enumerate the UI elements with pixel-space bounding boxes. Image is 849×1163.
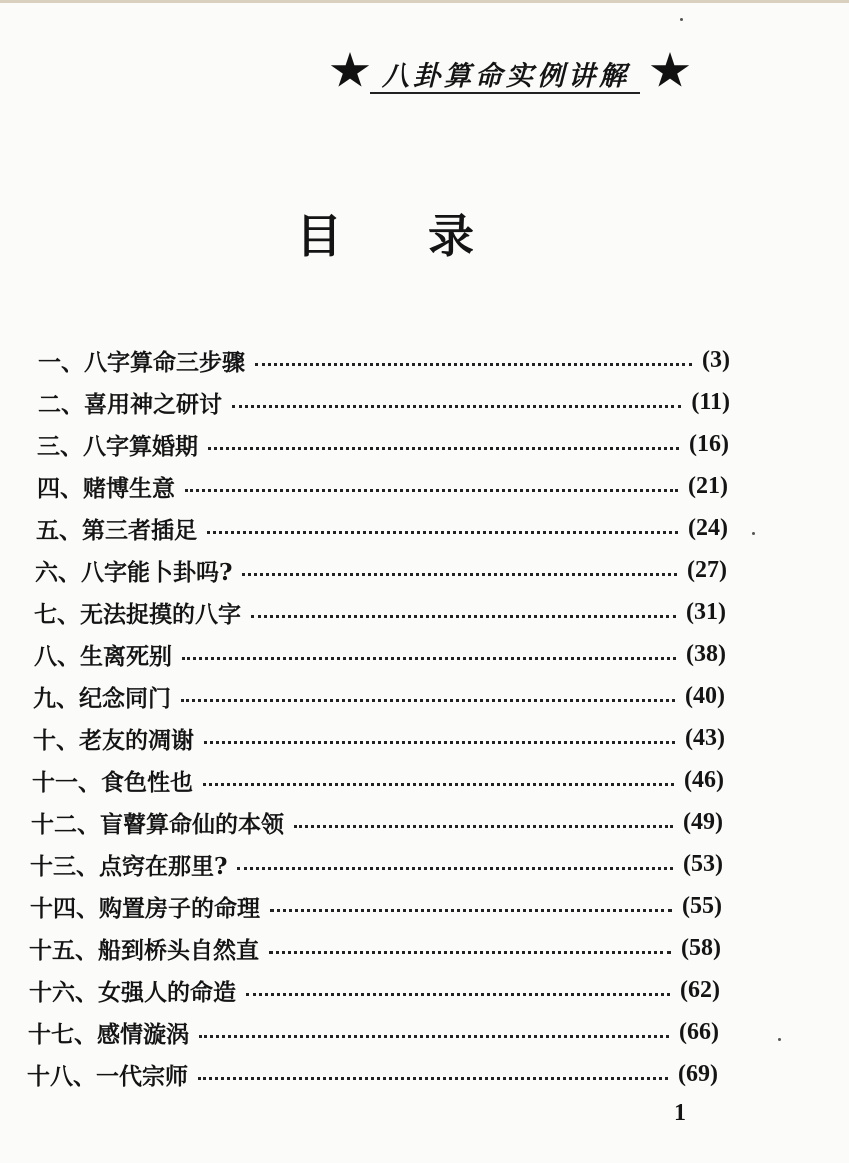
toc-entry-title: 二、喜用神之研讨 [38, 390, 222, 418]
toc-entry-title: 十七、感情漩涡 [28, 1020, 189, 1048]
toc-entry-page: (31) [686, 598, 726, 625]
toc-entry-page: (11) [691, 388, 730, 415]
toc-entry[interactable] [27, 1056, 718, 1092]
toc-heading-char: 录 [428, 209, 474, 263]
toc-entry[interactable] [38, 384, 730, 420]
dot-leader [207, 531, 678, 534]
header-underline [370, 92, 640, 94]
star-icon [330, 52, 370, 90]
toc-entry[interactable] [37, 468, 728, 504]
toc-entry-title: 十六、女强人的命造 [29, 978, 236, 1006]
toc-entry-page: (49) [683, 808, 723, 835]
toc-entry[interactable] [34, 594, 726, 630]
toc-entry-title: 九、纪念同门 [33, 684, 171, 712]
page-number: 1 [674, 1100, 686, 1126]
toc-entry-title: 四、赌博生意 [37, 474, 175, 502]
toc-entry[interactable] [30, 888, 722, 924]
toc-entry-title: 五、第三者插足 [36, 516, 197, 544]
toc-entry-page: (62) [680, 976, 720, 1003]
toc-entry-title: 三、八字算婚期 [37, 432, 198, 460]
toc-entry[interactable] [29, 972, 720, 1008]
toc-entry[interactable] [33, 678, 725, 714]
toc-entry-title: 一、八字算命三步骤 [38, 348, 245, 376]
toc-entry[interactable] [30, 846, 723, 882]
dot-leader [199, 1035, 669, 1038]
dot-leader [203, 783, 674, 786]
toc-entry-page: (53) [683, 850, 723, 877]
dot-leader [237, 867, 673, 870]
dot-leader [208, 447, 679, 450]
toc-heading [296, 200, 474, 266]
toc-entry[interactable] [29, 930, 721, 966]
toc-entry-page: (58) [681, 934, 721, 961]
scan-speck [680, 18, 683, 21]
toc-entry[interactable] [35, 552, 727, 588]
toc-entry-page: (69) [678, 1060, 718, 1087]
dot-leader [255, 363, 692, 366]
dot-leader [270, 909, 672, 912]
dot-leader [232, 405, 681, 408]
toc-entry-title: 十八、一代宗师 [27, 1062, 188, 1090]
toc-entry-page: (3) [702, 346, 730, 373]
dot-leader [246, 993, 670, 996]
dot-leader [294, 825, 673, 828]
toc-entry[interactable] [37, 426, 729, 462]
toc-entry-page: (40) [685, 682, 725, 709]
toc-entry[interactable] [31, 804, 723, 840]
toc-entry[interactable] [32, 762, 724, 798]
toc-entry-title: 十二、盲瞽算命仙的本领 [31, 810, 284, 838]
toc-entry-title: 十一、食色性也 [32, 768, 193, 796]
scan-speck [752, 532, 755, 535]
toc-entry[interactable] [33, 720, 725, 756]
toc-entry-title: 八、生离死别 [34, 642, 172, 670]
toc-entry-page: (46) [684, 766, 724, 793]
toc-entry[interactable] [38, 342, 730, 378]
dot-leader [198, 1077, 668, 1080]
toc-entry-title: 十四、购置房子的命理 [30, 894, 260, 922]
running-header [330, 52, 690, 96]
toc-entry-page: (38) [686, 640, 726, 667]
toc-entry-page: (16) [689, 430, 729, 457]
dot-leader [181, 699, 675, 702]
toc-entry-title: 七、无法捉摸的八字 [34, 600, 241, 628]
toc-entry-title: 十三、点窍在那里? [30, 852, 228, 880]
dot-leader [269, 951, 671, 954]
page-top-edge [0, 0, 849, 3]
toc-entry-title: 六、八字能卜卦吗? [35, 558, 233, 586]
toc-entry-page: (66) [679, 1018, 719, 1045]
toc-entry-page: (43) [685, 724, 725, 751]
dot-leader [204, 741, 675, 744]
toc-entry-title: 十五、船到桥头自然直 [29, 936, 259, 964]
toc-heading-char: 目 [296, 209, 342, 263]
toc-entry-page: (27) [687, 556, 727, 583]
dot-leader [182, 657, 676, 660]
dot-leader [185, 489, 678, 492]
star-icon [650, 52, 690, 90]
toc-entry[interactable] [36, 510, 728, 546]
toc-entry[interactable] [34, 636, 726, 672]
dot-leader [251, 615, 676, 618]
toc-entry-page: (55) [682, 892, 722, 919]
toc-entry-page: (21) [688, 472, 728, 499]
toc-entry-title: 十、老友的凋谢 [33, 726, 194, 754]
header-title: 八卦算命实例讲解 [382, 61, 630, 92]
dot-leader [242, 573, 677, 576]
toc-entry[interactable] [28, 1014, 719, 1050]
scan-speck [778, 1038, 781, 1041]
toc-entry-page: (24) [688, 514, 728, 541]
